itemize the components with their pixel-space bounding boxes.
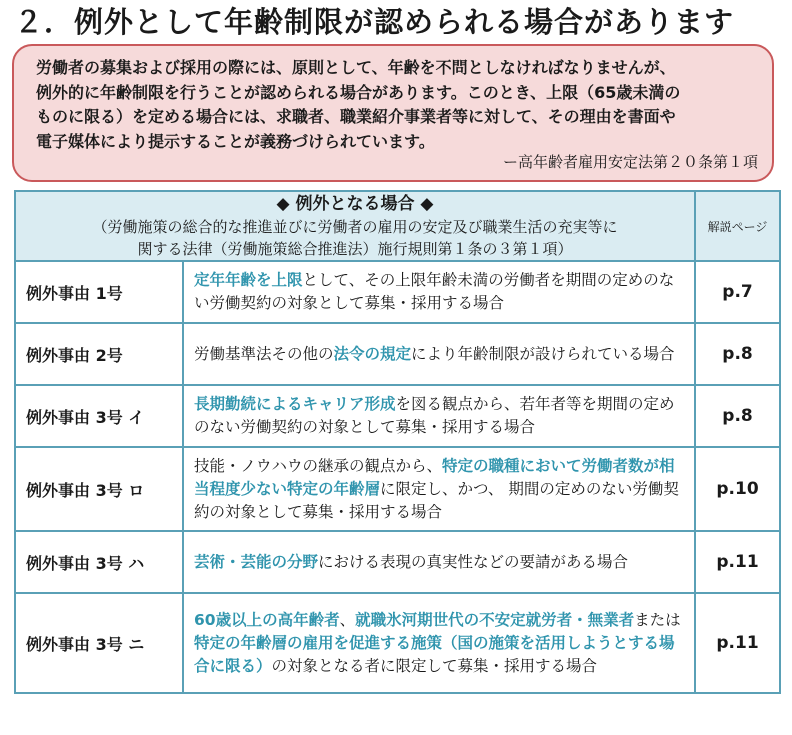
exception-label: 例外事由 3号 ニ	[15, 593, 183, 693]
highlighted-text: 特定の職種において労働者数が相当程度少ない特定の年齢層	[194, 456, 675, 498]
page-reference: p.8	[695, 385, 780, 447]
highlighted-text: 60歳以上の高年齢者	[194, 610, 340, 629]
exception-description	[183, 261, 695, 323]
description-text: または	[634, 610, 681, 629]
notice-line: 電子媒体により提示することが義務づけられています。	[36, 131, 435, 151]
notice-line: ものに限る）を定める場合には、求職者、職業紹介事業者等に対して、その理由を書面や	[36, 107, 676, 126]
exception-label: 例外事由 1号	[15, 261, 183, 323]
description-text: 技能・ノウハウの継承の観点から、	[194, 456, 443, 475]
table-row	[15, 531, 780, 593]
highlighted-text: 芸術・芸能の分野	[194, 552, 319, 571]
exception-label: 例外事由 3号 イ	[15, 385, 183, 447]
exception-label: 例外事由 2号	[15, 323, 183, 385]
description-text: に限定し、かつ、 期間の定めのない労働契約の対象として募集・採用する場合	[194, 479, 679, 521]
description-text: における表現の真実性などの要請がある場合	[318, 552, 629, 571]
page-column-header: 解説ページ	[695, 191, 780, 261]
notice-citation: ー高年齢者雇用安定法第２０条第１項	[502, 153, 758, 171]
page-title: ２．例外として年齢制限が認められる場合があります	[14, 5, 735, 39]
highlighted-text: 長期勤続によるキャリア形成	[194, 395, 396, 413]
notice-line: 例外的に年齢制限を行うことが認められる場合があります。このとき、上限（65歳未満の	[36, 82, 681, 102]
table-row	[15, 447, 780, 531]
table-row	[15, 261, 780, 323]
table-header-subtitle-line: 関する法律（労働施策総合推進法）施行規則第１条の３第１項）	[137, 240, 573, 258]
exception-description	[183, 323, 695, 385]
table-header-subtitle-line: （労働施策の総合的な推進並びに労働者の雇用の安定及び職業生活の充実等に	[92, 218, 618, 236]
exceptions-table	[14, 190, 781, 694]
description-text: 労働基準法その他の	[194, 344, 334, 363]
description-text: により年齢制限が設けられている場合	[411, 344, 675, 363]
exception-description	[183, 531, 695, 593]
table-row	[15, 593, 780, 693]
exception-label: 例外事由 3号 ロ	[15, 447, 183, 531]
description-text: の対象となる者に限定して募集・採用する場合	[271, 656, 598, 675]
page-reference: p.10	[695, 447, 780, 531]
table-header	[15, 191, 695, 261]
table-header-row	[15, 191, 780, 261]
exception-description	[183, 447, 695, 531]
page-reference: p.11	[695, 593, 780, 693]
highlighted-text: 定年年齢を上限	[194, 271, 303, 289]
highlighted-text: 就職氷河期世代の不安定就労者・無業者	[355, 610, 635, 629]
highlighted-text: 法令の規定	[333, 344, 412, 363]
page-reference: p.8	[695, 323, 780, 385]
exception-description	[183, 593, 695, 693]
notice-line: 労働者の募集および採用の際には、原則として、年齢を不問としなければなりませんが、	[36, 58, 676, 77]
description-text: 、	[339, 610, 356, 629]
exception-label: 例外事由 3号 ハ	[15, 531, 183, 593]
description-text: を図る観点から、若年者等を期間の定めのない労働契約の対象として募集・採用する場合	[194, 395, 675, 436]
page-reference: p.7	[695, 261, 780, 323]
table-header-title: ◆ 例外となる場合 ◆	[276, 194, 434, 214]
description-text: として、その上限年齢未満の労働者を期間の定めのない労働契約の対象として募集・採用する場合	[194, 271, 675, 312]
page-reference: p.11	[695, 531, 780, 593]
table-row	[15, 385, 780, 447]
notice-text	[36, 56, 754, 154]
notice-box	[12, 44, 774, 182]
table-row	[15, 323, 780, 385]
highlighted-text: 特定の年齢層の雇用を促進する施策（国の施策を活用しようとする場合に限る）	[194, 633, 675, 675]
exception-description	[183, 385, 695, 447]
